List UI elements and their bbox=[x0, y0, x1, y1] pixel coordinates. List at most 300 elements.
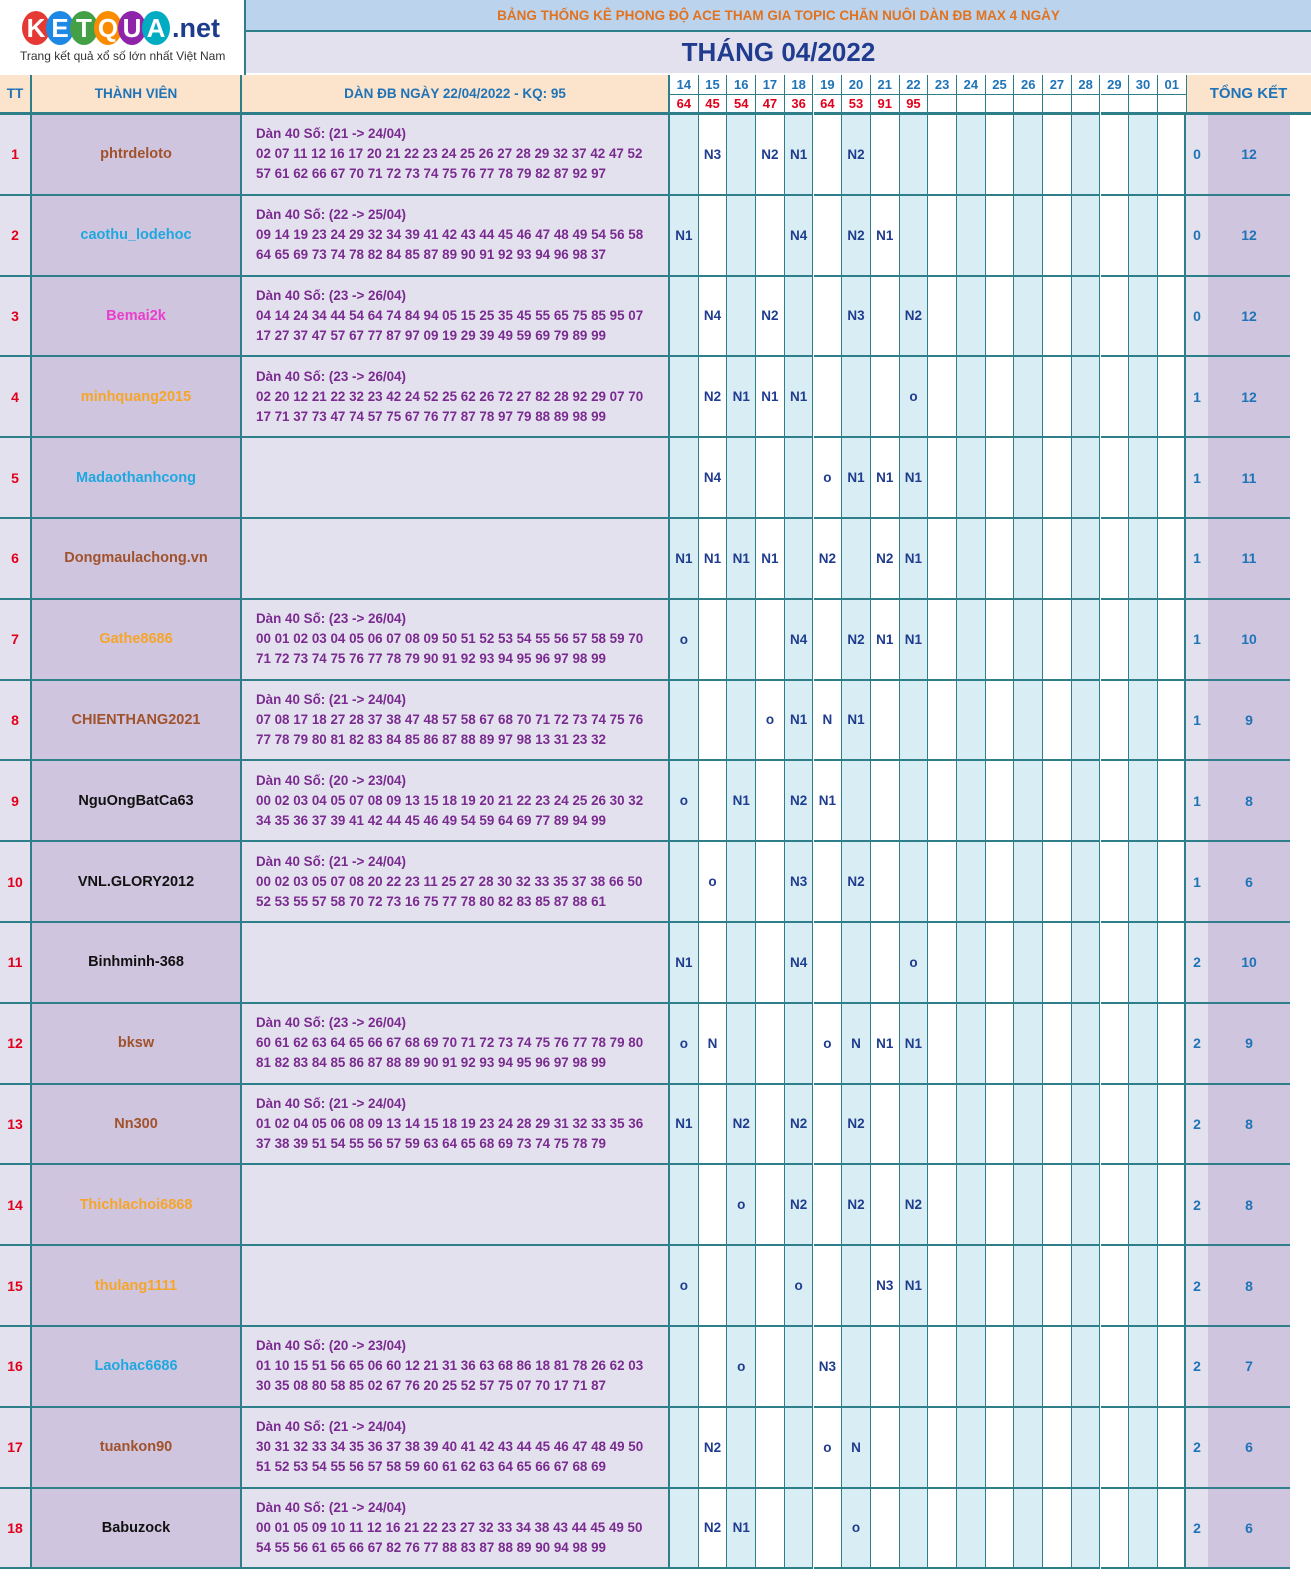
day-header: 23 bbox=[928, 75, 957, 95]
logo-letter: Q bbox=[94, 11, 122, 45]
day-mark bbox=[928, 1408, 957, 1489]
day-mark bbox=[928, 1165, 957, 1246]
member-name[interactable]: caothu_lodehoc bbox=[32, 196, 242, 277]
day-mark: N3 bbox=[785, 842, 814, 923]
day-mark: N1 bbox=[900, 1246, 929, 1327]
day-mark: N3 bbox=[842, 277, 871, 358]
row-number: 11 bbox=[0, 923, 32, 1004]
day-mark bbox=[842, 519, 871, 600]
logo-area[interactable] bbox=[0, 0, 246, 75]
dan-heading: Dàn 40 Số: (23 -> 26/04) bbox=[256, 611, 406, 627]
day-mark: N1 bbox=[699, 519, 728, 600]
day-result bbox=[1158, 95, 1187, 115]
day-mark bbox=[1158, 1408, 1187, 1489]
member-name[interactable]: Dongmaulachong.vn bbox=[32, 519, 242, 600]
day-mark bbox=[986, 1085, 1015, 1166]
month-title: THÁNG 04/2022 bbox=[246, 32, 1311, 73]
header-dan: DÀN ĐB NGÀY 22/04/2022 - KQ: 95 bbox=[242, 75, 670, 115]
dan-numbers bbox=[242, 600, 670, 681]
day-mark: N bbox=[842, 1408, 871, 1489]
day-mark: N1 bbox=[670, 519, 699, 600]
dan-line: 37 38 39 51 54 55 56 57 59 63 64 65 68 69 73 74 75 78 79 bbox=[256, 1135, 606, 1151]
row-number: 8 bbox=[0, 681, 32, 762]
member-name[interactable]: Thichlachoi6868 bbox=[32, 1165, 242, 1246]
dan-numbers bbox=[242, 761, 670, 842]
member-name[interactable]: tuankon90 bbox=[32, 1408, 242, 1489]
member-name[interactable]: phtrdeloto bbox=[32, 115, 242, 196]
day-mark: N2 bbox=[842, 1085, 871, 1166]
row-number: 10 bbox=[0, 842, 32, 923]
day-mark bbox=[1158, 1489, 1187, 1570]
day-mark bbox=[1101, 681, 1130, 762]
day-mark bbox=[699, 196, 728, 277]
member-name[interactable]: Binhminh-368 bbox=[32, 923, 242, 1004]
day-mark bbox=[986, 519, 1015, 600]
dan-heading: Dàn 40 Số: (23 -> 26/04) bbox=[256, 1015, 406, 1031]
dan-numbers bbox=[242, 1004, 670, 1085]
logo-tagline: Trang kết quả xổ số lớn nhất Việt Nam bbox=[20, 49, 226, 63]
day-mark bbox=[727, 1246, 756, 1327]
member-name[interactable]: bksw bbox=[32, 1004, 242, 1085]
day-mark: N2 bbox=[842, 1165, 871, 1246]
member-name[interactable]: Gathe8686 bbox=[32, 600, 242, 681]
day-mark bbox=[1129, 1085, 1158, 1166]
day-mark bbox=[814, 600, 843, 681]
day-mark bbox=[756, 1004, 785, 1085]
summary-total: 8 bbox=[1208, 1085, 1290, 1166]
day-mark: N1 bbox=[871, 600, 900, 681]
member-name[interactable]: Madaothanhcong bbox=[32, 438, 242, 519]
day-mark bbox=[670, 1165, 699, 1246]
day-mark: o bbox=[670, 1004, 699, 1085]
day-mark bbox=[756, 761, 785, 842]
logo-letter: A bbox=[142, 11, 170, 45]
summary-total: 12 bbox=[1208, 357, 1290, 438]
dan-line: 02 20 12 21 22 32 23 42 24 52 25 62 26 72 27 82 28 92 29 07 70 bbox=[256, 388, 644, 404]
day-mark bbox=[986, 115, 1015, 196]
day-mark bbox=[756, 1165, 785, 1246]
dan-line: 00 02 03 05 07 08 20 22 23 11 25 27 28 30 32 33 35 37 38 66 50 bbox=[256, 873, 643, 889]
day-mark bbox=[814, 923, 843, 1004]
day-mark bbox=[1072, 438, 1101, 519]
day-mark bbox=[986, 842, 1015, 923]
day-mark bbox=[699, 600, 728, 681]
dan-line: 00 01 02 03 04 05 06 07 08 09 50 51 52 53 54 55 56 57 58 59 70 bbox=[256, 631, 644, 647]
row-number: 3 bbox=[0, 277, 32, 358]
day-mark bbox=[1072, 842, 1101, 923]
day-mark bbox=[756, 1085, 785, 1166]
day-mark bbox=[699, 923, 728, 1004]
day-mark bbox=[957, 1165, 986, 1246]
day-mark bbox=[814, 277, 843, 358]
day-mark bbox=[1043, 115, 1072, 196]
dan-line: 30 31 32 33 34 35 36 37 38 39 40 41 42 43 44 45 46 47 48 49 50 bbox=[256, 1439, 644, 1455]
day-mark bbox=[1129, 1246, 1158, 1327]
day-mark bbox=[785, 519, 814, 600]
row-number: 1 bbox=[0, 115, 32, 196]
day-mark: N1 bbox=[900, 438, 929, 519]
day-mark bbox=[957, 923, 986, 1004]
dan-line: 09 14 19 23 24 29 32 34 39 41 42 43 44 45 46 47 48 49 54 56 58 bbox=[256, 227, 644, 243]
day-mark bbox=[814, 1246, 843, 1327]
summary-total: 8 bbox=[1208, 761, 1290, 842]
day-mark bbox=[1072, 357, 1101, 438]
day-mark bbox=[928, 115, 957, 196]
day-mark bbox=[900, 115, 929, 196]
day-mark bbox=[1101, 1246, 1130, 1327]
dan-numbers bbox=[242, 842, 670, 923]
day-mark bbox=[756, 438, 785, 519]
day-mark bbox=[900, 1408, 929, 1489]
day-mark: o bbox=[756, 681, 785, 762]
day-mark: N1 bbox=[670, 923, 699, 1004]
day-mark bbox=[986, 357, 1015, 438]
header-member: THÀNH VIÊN bbox=[32, 75, 242, 115]
day-mark: N2 bbox=[842, 600, 871, 681]
day-mark bbox=[670, 1327, 699, 1408]
day-mark bbox=[727, 923, 756, 1004]
dan-numbers bbox=[242, 438, 670, 519]
day-mark bbox=[785, 1408, 814, 1489]
day-mark bbox=[1101, 519, 1130, 600]
day-header: 28 bbox=[1072, 75, 1101, 95]
day-mark bbox=[928, 438, 957, 519]
summary-count: 2 bbox=[1184, 1246, 1208, 1327]
day-mark: o bbox=[699, 842, 728, 923]
day-mark bbox=[1101, 115, 1130, 196]
header-tt: TT bbox=[0, 75, 32, 115]
day-mark bbox=[1014, 1408, 1043, 1489]
day-mark: N2 bbox=[727, 1085, 756, 1166]
day-mark bbox=[1129, 600, 1158, 681]
day-mark bbox=[670, 1489, 699, 1570]
day-mark: N1 bbox=[727, 357, 756, 438]
day-mark: N1 bbox=[842, 438, 871, 519]
day-mark bbox=[1129, 196, 1158, 277]
day-mark bbox=[699, 681, 728, 762]
dan-numbers bbox=[242, 115, 670, 196]
day-mark bbox=[1129, 842, 1158, 923]
day-mark: o bbox=[814, 438, 843, 519]
day-mark: N2 bbox=[814, 519, 843, 600]
day-mark bbox=[1014, 842, 1043, 923]
day-mark bbox=[670, 115, 699, 196]
summary-total: 6 bbox=[1208, 1408, 1290, 1489]
member-name[interactable]: Babuzock bbox=[32, 1489, 242, 1570]
day-mark bbox=[957, 1327, 986, 1408]
dan-numbers bbox=[242, 1085, 670, 1166]
dan-line: 81 82 83 84 85 86 87 88 89 90 91 92 93 94 95 96 97 98 99 bbox=[256, 1055, 606, 1071]
day-mark bbox=[1072, 761, 1101, 842]
day-mark: N4 bbox=[785, 600, 814, 681]
day-mark bbox=[1043, 277, 1072, 358]
day-mark bbox=[957, 115, 986, 196]
day-mark: o bbox=[814, 1408, 843, 1489]
day-mark bbox=[814, 1085, 843, 1166]
day-mark bbox=[670, 277, 699, 358]
dan-line: 01 10 15 51 56 65 06 60 12 21 31 36 63 68 86 18 81 78 26 62 03 bbox=[256, 1358, 644, 1374]
day-mark bbox=[842, 923, 871, 1004]
summary-count: 2 bbox=[1184, 1085, 1208, 1166]
day-result: 47 bbox=[756, 95, 785, 115]
day-mark bbox=[1014, 1327, 1043, 1408]
day-mark bbox=[1043, 1246, 1072, 1327]
dan-numbers bbox=[242, 1327, 670, 1408]
summary-total: 6 bbox=[1208, 842, 1290, 923]
day-header: 29 bbox=[1101, 75, 1130, 95]
day-mark bbox=[1043, 1327, 1072, 1408]
day-mark bbox=[699, 761, 728, 842]
day-mark: N4 bbox=[699, 277, 728, 358]
summary-count: 2 bbox=[1184, 1165, 1208, 1246]
day-mark bbox=[1014, 600, 1043, 681]
day-mark: N2 bbox=[900, 1165, 929, 1246]
ketqua-logo[interactable] bbox=[22, 10, 220, 46]
day-mark bbox=[814, 115, 843, 196]
summary-count: 1 bbox=[1184, 600, 1208, 681]
member-name[interactable]: Laohac6686 bbox=[32, 1327, 242, 1408]
day-mark bbox=[1043, 1085, 1072, 1166]
day-mark bbox=[957, 842, 986, 923]
day-mark: o bbox=[814, 1004, 843, 1085]
dan-line: 00 01 05 09 10 11 12 16 21 22 23 27 32 33 34 38 43 44 45 49 50 bbox=[256, 1519, 643, 1535]
day-mark bbox=[871, 923, 900, 1004]
member-name[interactable]: VNL.GLORY2012 bbox=[32, 842, 242, 923]
row-number: 18 bbox=[0, 1489, 32, 1570]
dan-numbers bbox=[242, 1408, 670, 1489]
day-mark: N1 bbox=[900, 1004, 929, 1085]
day-mark bbox=[1072, 196, 1101, 277]
summary-total: 12 bbox=[1208, 115, 1290, 196]
day-mark: N bbox=[699, 1004, 728, 1085]
day-mark: N1 bbox=[900, 519, 929, 600]
day-mark bbox=[1014, 1489, 1043, 1570]
day-header: 21 bbox=[871, 75, 900, 95]
row-number: 16 bbox=[0, 1327, 32, 1408]
summary-count: 2 bbox=[1184, 1408, 1208, 1489]
day-mark bbox=[842, 1246, 871, 1327]
day-mark bbox=[727, 438, 756, 519]
day-result: 91 bbox=[871, 95, 900, 115]
day-mark bbox=[699, 1246, 728, 1327]
day-mark bbox=[928, 842, 957, 923]
day-mark bbox=[1043, 923, 1072, 1004]
day-mark bbox=[785, 1489, 814, 1570]
day-mark bbox=[900, 681, 929, 762]
day-mark: N2 bbox=[900, 277, 929, 358]
summary-total: 8 bbox=[1208, 1165, 1290, 1246]
day-mark bbox=[727, 842, 756, 923]
dan-line: 00 02 03 04 05 07 08 09 13 15 18 19 20 21 22 23 24 25 26 30 32 bbox=[256, 792, 644, 808]
row-number: 17 bbox=[0, 1408, 32, 1489]
day-mark bbox=[1014, 681, 1043, 762]
dan-heading: Dàn 40 Số: (21 -> 24/04) bbox=[256, 1499, 406, 1515]
header-summary: TỔNG KẾT bbox=[1184, 75, 1311, 115]
summary-total: 6 bbox=[1208, 1489, 1290, 1570]
day-mark bbox=[1043, 357, 1072, 438]
day-mark: N2 bbox=[842, 115, 871, 196]
day-mark bbox=[1158, 357, 1187, 438]
dan-line: 07 08 17 18 27 28 37 38 47 48 57 58 67 68 70 71 72 73 74 75 76 bbox=[256, 711, 644, 727]
day-header: 16 bbox=[727, 75, 756, 95]
day-mark bbox=[900, 196, 929, 277]
summary-count: 1 bbox=[1184, 761, 1208, 842]
day-mark bbox=[986, 1165, 1015, 1246]
summary-total: 9 bbox=[1208, 1004, 1290, 1085]
day-result bbox=[1101, 95, 1130, 115]
day-mark bbox=[928, 1004, 957, 1085]
summary-total: 8 bbox=[1208, 1246, 1290, 1327]
day-mark: N4 bbox=[785, 923, 814, 1004]
day-mark bbox=[1043, 1489, 1072, 1570]
day-mark bbox=[1158, 923, 1187, 1004]
day-mark bbox=[1043, 761, 1072, 842]
day-result: 64 bbox=[670, 95, 699, 115]
day-header: 19 bbox=[814, 75, 843, 95]
day-mark: N1 bbox=[756, 357, 785, 438]
day-mark bbox=[900, 761, 929, 842]
day-mark bbox=[1158, 519, 1187, 600]
day-mark bbox=[756, 923, 785, 1004]
summary-total: 10 bbox=[1208, 923, 1290, 1004]
day-mark: N2 bbox=[785, 1085, 814, 1166]
summary-count: 2 bbox=[1184, 1327, 1208, 1408]
dan-heading: Dàn 40 Số: (23 -> 26/04) bbox=[256, 368, 406, 384]
day-mark: N2 bbox=[756, 277, 785, 358]
day-mark bbox=[1014, 196, 1043, 277]
summary-total: 12 bbox=[1208, 277, 1290, 358]
day-mark bbox=[1072, 1408, 1101, 1489]
summary-total: 10 bbox=[1208, 600, 1290, 681]
day-mark bbox=[1072, 519, 1101, 600]
member-name[interactable]: Nn300 bbox=[32, 1085, 242, 1166]
day-mark bbox=[727, 277, 756, 358]
day-mark bbox=[986, 681, 1015, 762]
summary-count: 1 bbox=[1184, 681, 1208, 762]
day-mark bbox=[1043, 681, 1072, 762]
day-mark bbox=[1101, 357, 1130, 438]
dan-line: 71 72 73 74 75 76 77 78 79 90 91 92 93 94 95 96 97 98 99 bbox=[256, 651, 606, 667]
day-mark bbox=[785, 1004, 814, 1085]
day-mark bbox=[986, 1004, 1015, 1085]
day-mark bbox=[1101, 1327, 1130, 1408]
day-mark bbox=[699, 1085, 728, 1166]
day-mark: N2 bbox=[699, 357, 728, 438]
summary-count: 2 bbox=[1184, 1004, 1208, 1085]
day-mark: N1 bbox=[785, 357, 814, 438]
day-mark bbox=[785, 438, 814, 519]
day-mark: N2 bbox=[842, 842, 871, 923]
day-mark bbox=[1014, 357, 1043, 438]
day-mark bbox=[785, 1327, 814, 1408]
day-mark bbox=[986, 1489, 1015, 1570]
day-mark bbox=[957, 681, 986, 762]
row-number: 5 bbox=[0, 438, 32, 519]
day-mark bbox=[1043, 1165, 1072, 1246]
day-result bbox=[957, 95, 986, 115]
day-mark bbox=[1043, 519, 1072, 600]
summary-total: 9 bbox=[1208, 681, 1290, 762]
day-mark bbox=[1043, 600, 1072, 681]
day-mark bbox=[1014, 519, 1043, 600]
dan-line: 57 61 62 66 67 70 71 72 73 74 75 76 77 78 79 82 87 92 97 bbox=[256, 166, 606, 182]
day-mark bbox=[957, 1408, 986, 1489]
day-mark bbox=[986, 1327, 1015, 1408]
day-mark bbox=[1101, 1004, 1130, 1085]
day-mark: N1 bbox=[842, 681, 871, 762]
day-mark bbox=[756, 1246, 785, 1327]
member-name[interactable]: Bemai2k bbox=[32, 277, 242, 358]
day-mark: N1 bbox=[785, 115, 814, 196]
row-number: 14 bbox=[0, 1165, 32, 1246]
day-mark bbox=[871, 1489, 900, 1570]
day-header: 30 bbox=[1129, 75, 1158, 95]
member-name[interactable]: minhquang2015 bbox=[32, 357, 242, 438]
member-name[interactable]: NguOngBatCa63 bbox=[32, 761, 242, 842]
day-result: 45 bbox=[699, 95, 728, 115]
day-mark bbox=[1101, 1408, 1130, 1489]
day-mark bbox=[1129, 1327, 1158, 1408]
dan-line: 52 53 55 57 58 70 72 73 16 75 77 78 80 82 83 85 87 88 61 bbox=[256, 893, 606, 909]
dan-heading: Dàn 40 Số: (21 -> 24/04) bbox=[256, 853, 406, 869]
summary-count: 1 bbox=[1184, 519, 1208, 600]
dan-line: 17 71 37 73 47 74 57 75 67 76 77 87 78 97 79 88 89 98 99 bbox=[256, 408, 606, 424]
day-mark bbox=[986, 1408, 1015, 1489]
day-mark bbox=[928, 1246, 957, 1327]
day-mark bbox=[1158, 681, 1187, 762]
day-mark bbox=[871, 1085, 900, 1166]
row-number: 7 bbox=[0, 600, 32, 681]
day-header: 14 bbox=[670, 75, 699, 95]
day-mark bbox=[1158, 1327, 1187, 1408]
sheet-title: BẢNG THỐNG KÊ PHONG ĐỘ ACE THAM GIA TOPIC CHĂN NUÔI DÀN ĐB MAX 4 NGÀY bbox=[246, 0, 1311, 32]
dan-numbers bbox=[242, 196, 670, 277]
day-result bbox=[1014, 95, 1043, 115]
day-mark: N2 bbox=[785, 1165, 814, 1246]
day-mark bbox=[1101, 923, 1130, 1004]
day-mark bbox=[957, 1489, 986, 1570]
day-mark: o bbox=[727, 1327, 756, 1408]
day-header: 27 bbox=[1043, 75, 1072, 95]
summary-total: 11 bbox=[1208, 519, 1290, 600]
dan-line: 64 65 69 73 74 78 82 84 85 87 89 90 91 92 93 94 96 98 37 bbox=[256, 247, 606, 263]
day-mark bbox=[928, 1085, 957, 1166]
dan-numbers bbox=[242, 277, 670, 358]
day-mark bbox=[986, 600, 1015, 681]
logo-letter: E bbox=[46, 11, 74, 45]
day-result bbox=[1072, 95, 1101, 115]
dan-line: 77 78 79 80 81 82 83 84 85 86 87 88 89 97 98 13 31 23 32 bbox=[256, 731, 606, 747]
day-mark bbox=[1014, 761, 1043, 842]
day-mark bbox=[957, 357, 986, 438]
summary-count: 0 bbox=[1184, 277, 1208, 358]
day-mark: N2 bbox=[871, 519, 900, 600]
day-mark bbox=[900, 1489, 929, 1570]
day-result bbox=[928, 95, 957, 115]
day-mark bbox=[670, 681, 699, 762]
day-mark: N1 bbox=[727, 1489, 756, 1570]
day-result: 36 bbox=[785, 95, 814, 115]
day-mark bbox=[900, 1085, 929, 1166]
member-name[interactable]: thulang1111 bbox=[32, 1246, 242, 1327]
member-name[interactable]: CHIENTHANG2021 bbox=[32, 681, 242, 762]
day-mark: N1 bbox=[871, 438, 900, 519]
day-mark bbox=[1014, 923, 1043, 1004]
day-mark bbox=[1129, 438, 1158, 519]
day-mark bbox=[1043, 1408, 1072, 1489]
summary-count: 1 bbox=[1184, 438, 1208, 519]
day-mark: o bbox=[670, 1246, 699, 1327]
